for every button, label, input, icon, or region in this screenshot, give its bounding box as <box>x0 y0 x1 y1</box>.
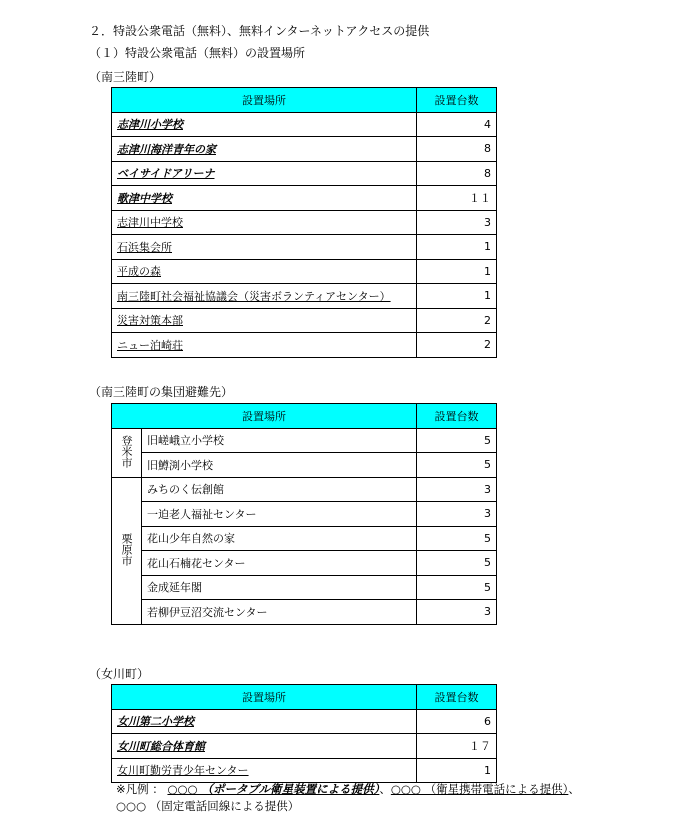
place-cell: 旧嵯峨立小学校 <box>142 428 417 453</box>
table-row <box>112 333 497 358</box>
count-cell: 1 <box>417 235 497 260</box>
place-cell: 花山少年自然の家 <box>142 526 417 551</box>
place-cell <box>112 161 417 186</box>
place-name: 石浜集会所 <box>117 240 172 254</box>
place-cell <box>112 259 417 284</box>
place-name: 志津川小学校 <box>117 118 183 132</box>
table-row <box>112 526 497 551</box>
table-header-row <box>112 88 497 113</box>
table-row <box>112 235 497 260</box>
place-cell <box>112 308 417 333</box>
count-cell: 1 <box>417 259 497 284</box>
table-row <box>112 210 497 235</box>
table-row <box>112 259 497 284</box>
place-cell: 若柳伊豆沼交流センター <box>142 600 417 625</box>
count-cell: 1 <box>417 758 497 783</box>
section-subtitle: （１）特設公衆電話（無料）の設置場所 <box>89 46 306 60</box>
count-cell: 4 <box>417 112 497 137</box>
table-header-row <box>112 404 497 429</box>
place-name: 平成の森 <box>117 265 161 279</box>
place-cell <box>112 186 417 211</box>
table-header-row <box>112 685 497 710</box>
city-cell <box>112 477 142 624</box>
section-label-evacuation: （南三陸町の集団避難先） <box>89 385 234 399</box>
header-count: 設置台数 <box>417 685 497 710</box>
place-name: 女川町総合体育館 <box>117 739 205 753</box>
legend-separator: 、 <box>568 782 580 796</box>
place-name: 歌津中学校 <box>117 191 172 205</box>
place-cell <box>112 709 417 734</box>
city-name: 登米市 <box>120 434 133 468</box>
onagawa-table <box>111 684 497 783</box>
section-label-onagawa: （女川町） <box>89 667 150 681</box>
legend-note <box>116 781 596 815</box>
count-cell: 3 <box>417 600 497 625</box>
place-cell <box>112 235 417 260</box>
place-cell <box>112 112 417 137</box>
legend-prefix: ※凡例 ： <box>116 782 168 796</box>
place-cell: 金成延年閣 <box>142 575 417 600</box>
count-cell: １１ <box>417 186 497 211</box>
table-row <box>112 137 497 162</box>
count-cell: 6 <box>417 709 497 734</box>
place-cell: 花山石楠花センター <box>142 551 417 576</box>
table-row <box>112 284 497 309</box>
place-cell <box>112 210 417 235</box>
legend-satellite: ○○○ （ポータブル衛星装置による提供） <box>167 782 380 796</box>
count-cell: 5 <box>417 453 497 478</box>
table-row <box>112 428 497 453</box>
place-name: 志津川海洋青年の家 <box>117 142 216 156</box>
place-cell: みちのく伝創館 <box>142 477 417 502</box>
place-name: 災害対策本部 <box>117 314 183 328</box>
header-count: 設置台数 <box>417 88 497 113</box>
place-cell: 旧鱒渕小学校 <box>142 453 417 478</box>
place-cell <box>112 137 417 162</box>
place-cell: 一迫老人福祉センター <box>142 502 417 527</box>
place-name: 女川第二小学校 <box>117 715 194 729</box>
header-place: 設置場所 <box>112 88 417 113</box>
header-place: 設置場所 <box>112 685 417 710</box>
count-cell: 5 <box>417 428 497 453</box>
table-row <box>112 551 497 576</box>
table-row <box>112 161 497 186</box>
header-place: 設置場所 <box>112 404 417 429</box>
count-cell: 8 <box>417 161 497 186</box>
place-name: ベイサイドアリーナ <box>117 167 215 181</box>
place-cell <box>112 734 417 759</box>
section-label-minamisanriku: （南三陸町） <box>89 70 162 84</box>
table-row <box>112 308 497 333</box>
table-row <box>112 575 497 600</box>
table-row <box>112 600 497 625</box>
table-row <box>112 758 497 783</box>
table-row <box>112 709 497 734</box>
place-name: 南三陸町社会福祉協議会（災害ボランティアセンター） <box>117 289 391 303</box>
city-name: 栗原市 <box>120 532 133 566</box>
place-cell <box>112 333 417 358</box>
minamisanriku-table <box>111 87 497 358</box>
count-cell: 5 <box>417 575 497 600</box>
table-row <box>112 477 497 502</box>
legend-mobile: ○○○ （衛星携帯電話による提供） <box>390 782 569 796</box>
place-name: 女川町勤労青少年センター <box>117 764 249 778</box>
count-cell: 5 <box>417 551 497 576</box>
evacuation-table <box>111 403 497 625</box>
count-cell: 3 <box>417 502 497 527</box>
table-row <box>112 502 497 527</box>
table-row <box>112 112 497 137</box>
count-cell: １７ <box>417 734 497 759</box>
legend-fixed: ○○○ （固定電話回線による提供） <box>116 799 300 813</box>
count-cell: 3 <box>417 210 497 235</box>
count-cell: 5 <box>417 526 497 551</box>
legend-separator: 、 <box>379 782 391 796</box>
table-row <box>112 186 497 211</box>
place-cell <box>112 758 417 783</box>
count-cell: 2 <box>417 308 497 333</box>
count-cell: 2 <box>417 333 497 358</box>
table-row <box>112 453 497 478</box>
place-cell <box>112 284 417 309</box>
count-cell: 3 <box>417 477 497 502</box>
place-name: ニュー泊崎荘 <box>117 338 183 352</box>
count-cell: 1 <box>417 284 497 309</box>
place-name: 志津川中学校 <box>117 216 183 230</box>
city-cell <box>112 428 142 477</box>
table-row <box>112 734 497 759</box>
count-cell: 8 <box>417 137 497 162</box>
page-title: ２．特設公衆電話（無料）、無料インターネットアクセスの提供 <box>89 24 430 38</box>
header-count: 設置台数 <box>417 404 497 429</box>
